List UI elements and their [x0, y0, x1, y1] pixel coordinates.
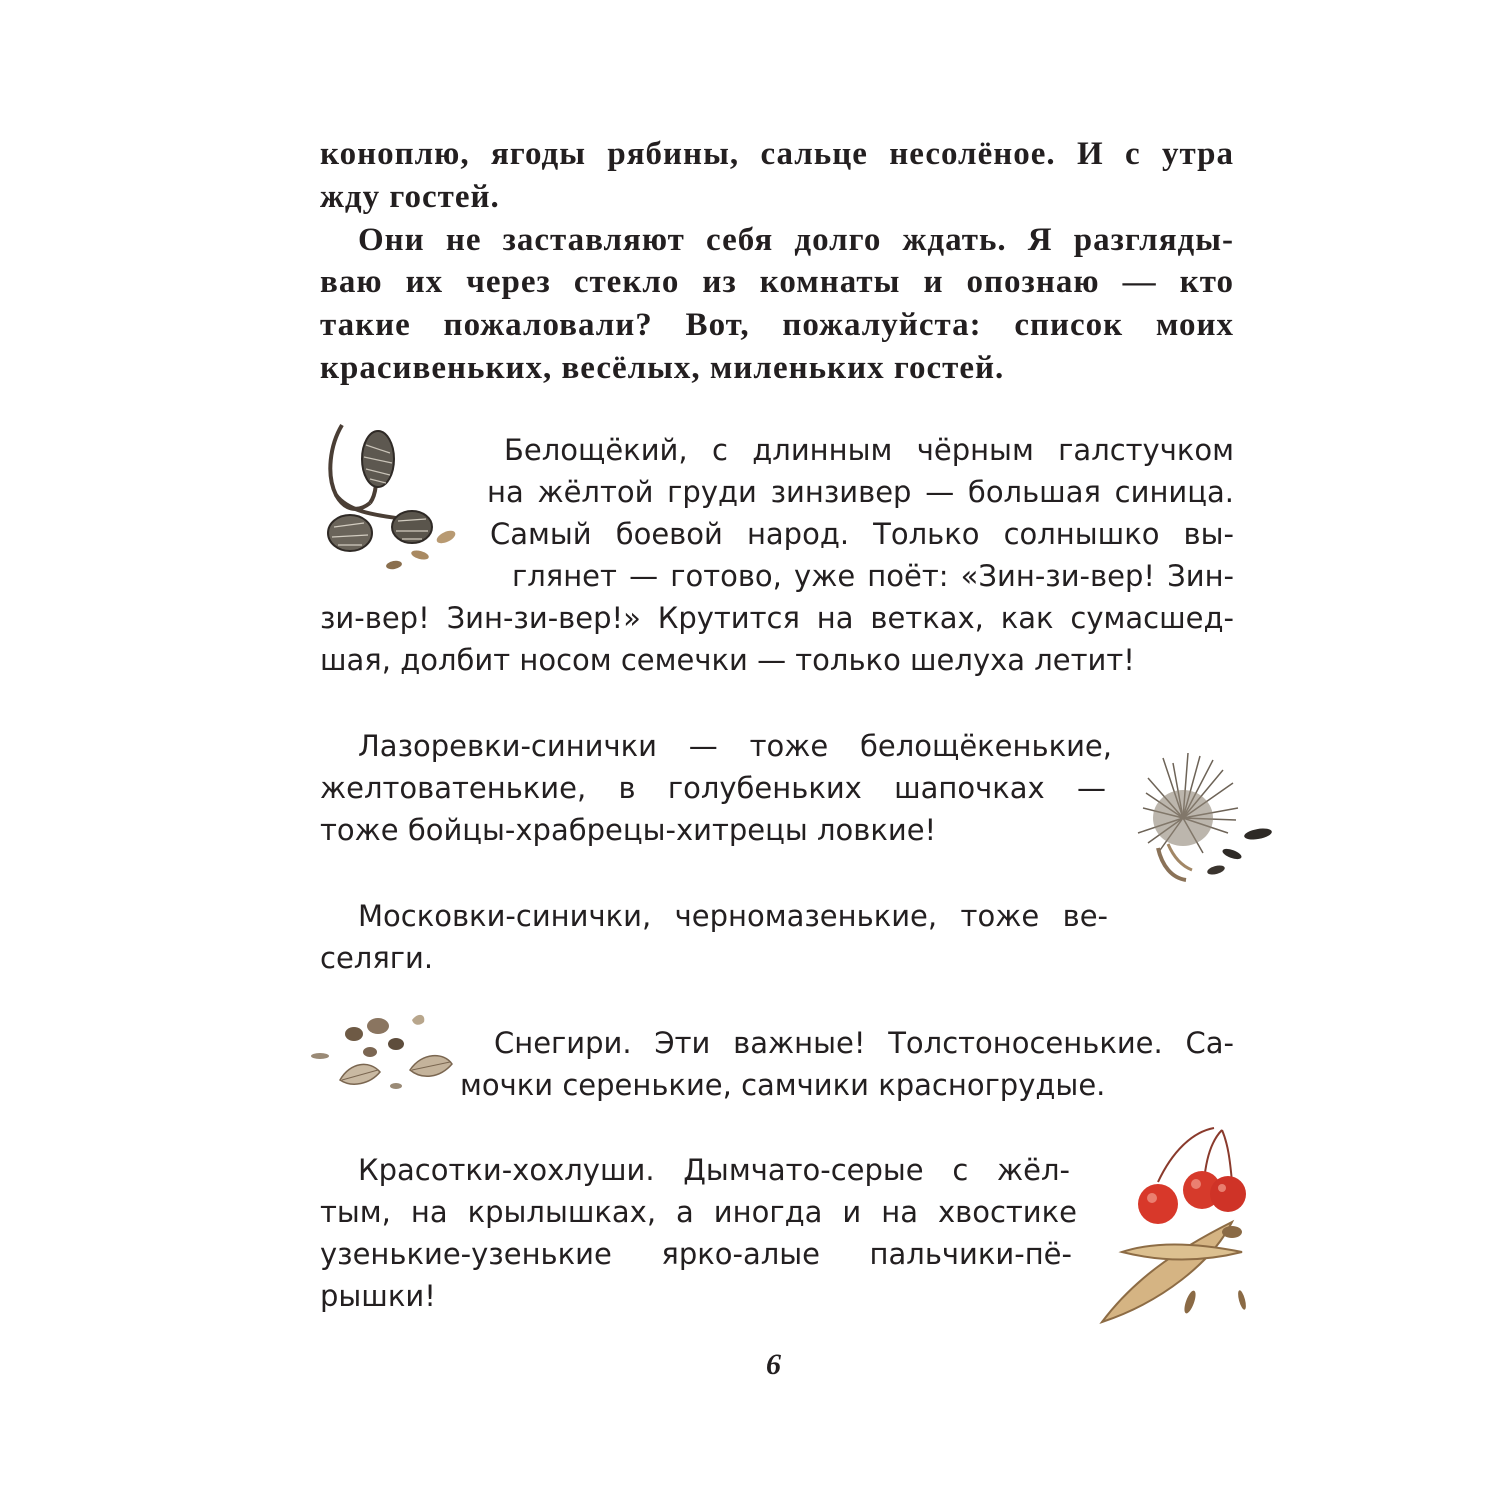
text-line: Красотки-хохлуши. Дымчато-серые с жёл- [358, 1153, 1070, 1187]
text-line: Самый боевой народ. Только солнышко вы- [490, 517, 1234, 551]
text-line: шая, долбит носом семечки — только шелуха летит! [320, 643, 1135, 677]
text-line: глянет — готово, уже поёт: «Зин-зи-вер! Зин- [512, 559, 1234, 593]
text-line: на жёлтой груди зинзивер — большая синица. [487, 475, 1234, 509]
text-line: Лазоревки-синички — тоже белощёкенькие, [358, 729, 1112, 763]
text-line: желтоватенькие, в голубеньких шапочках — [320, 771, 1106, 805]
text-line: Снегири. Эти важные! Толстоносенькие. Са- [494, 1026, 1234, 1060]
text-line: зи-вер! Зин-зи-вер!» Крутится на ветках, как сумасшед- [320, 601, 1234, 635]
text-line: Московки-синички, черномазенькие, тоже ве- [358, 899, 1108, 933]
seeds-and-leaves-icon [300, 1000, 470, 1100]
text-line: узенькие-узенькие ярко-алые пальчики-пё- [320, 1237, 1072, 1271]
text-line: селяги. [320, 941, 434, 975]
thistle-seed-head-icon [1128, 748, 1278, 888]
text-line: тым, на крылышках, а иногда и на хвостике [320, 1195, 1077, 1229]
text-line: Белощёкий, с длинным чёрным галстучком [504, 433, 1234, 467]
text-line: мочки серенькие, самчики красногрудые. [460, 1068, 1106, 1102]
rowan-berries-maple-seed-icon [1082, 1122, 1272, 1342]
text-line: такие пожаловали? Вот, пожалуйста: список моих [320, 307, 1234, 343]
text-line: жду гостей. [320, 179, 500, 215]
text-line: тоже бойцы-храбрецы-хитрецы ловкие! [320, 813, 937, 847]
alder-cones-icon [312, 415, 472, 585]
text-line: Они не заставляют себя долго ждать. Я разгляды- [358, 222, 1234, 258]
text-line: ваю их через стекло из комнаты и опознаю — кто [320, 264, 1234, 300]
text-line: рышки! [320, 1279, 436, 1313]
text-line: красивеньких, весёлых, миленьких гостей. [320, 350, 1005, 386]
text-line: коноплю, ягоды рябины, сальце несолёное. И с утра [320, 136, 1234, 172]
page-number: 6 [766, 1348, 781, 1381]
